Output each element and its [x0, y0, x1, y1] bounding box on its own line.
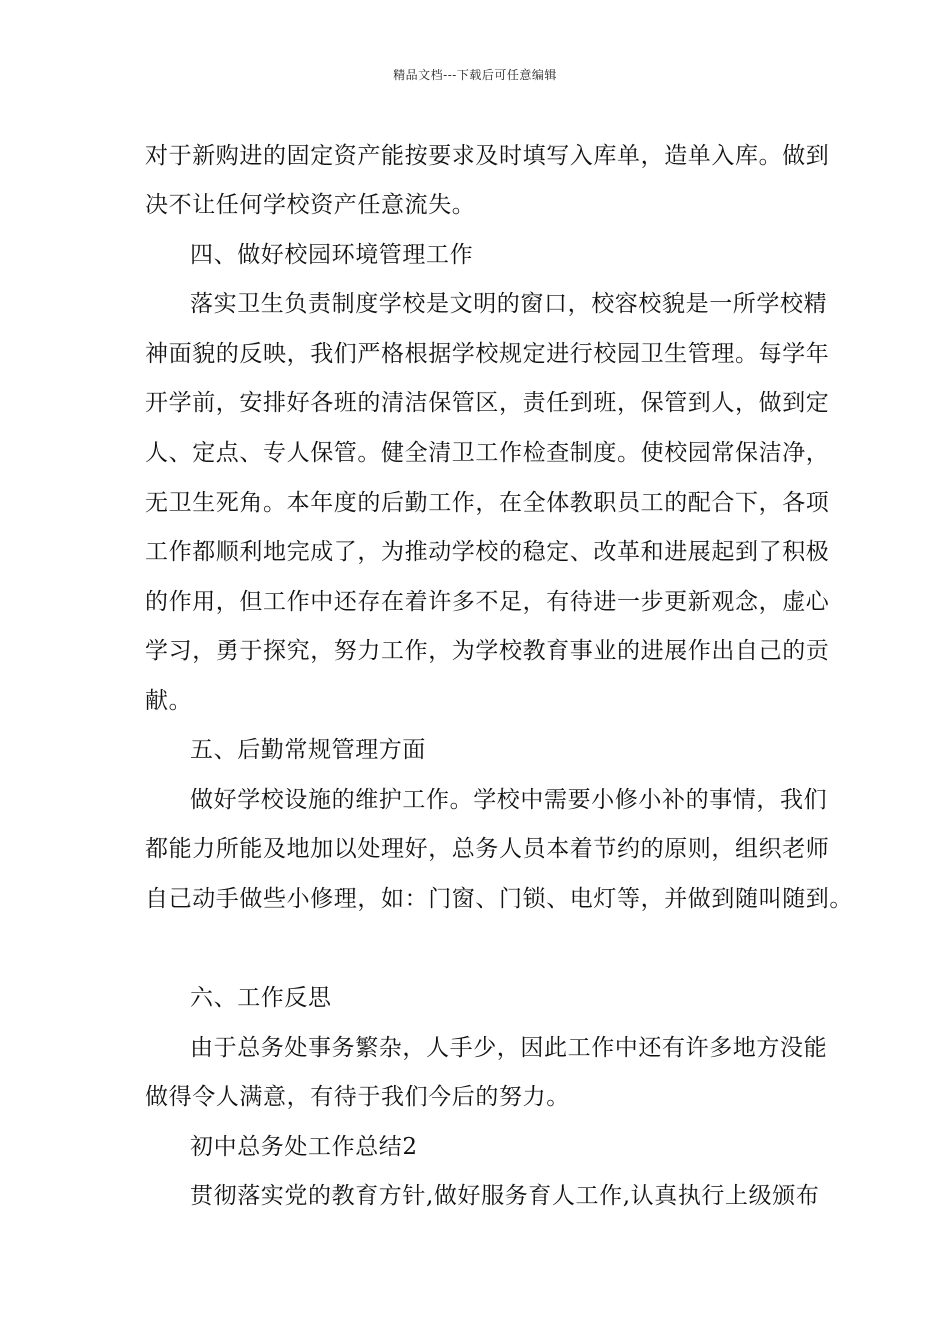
page-header: 精品文档---下载后可任意编辑: [393, 68, 557, 82]
paragraph-first-line: 贯彻落实党的教育方针,做好服务育人工作,认真执行上级颁布: [190, 1183, 820, 1209]
section-heading: 六、工作反思: [190, 985, 332, 1011]
body-line: 学习，勇于探究，努力工作，为学校教育事业的进展作出自己的贡: [145, 638, 830, 664]
body-line: 人、定点、专人保管。健全清卫工作检查制度。使校园常保洁净，: [145, 440, 830, 466]
body-line: 的作用，但工作中还存在着许多不足，有待进一步更新观念，虚心: [145, 589, 830, 615]
body-line: 对于新购进的固定资产能按要求及时填写入库单，造单入库。做到: [145, 143, 830, 169]
section-heading: 五、后勤常规管理方面: [190, 737, 426, 763]
paragraph-first-line: 落实卫生负责制度学校是文明的窗口，校容校貌是一所学校精: [190, 291, 828, 317]
document-subtitle: 初中总务处工作总结2: [190, 1134, 418, 1160]
body-line: 无卫生死角。本年度的后勤工作，在全体教职员工的配合下，各项: [145, 490, 830, 516]
body-line: 神面貌的反映，我们严格根据学校规定进行校园卫生管理。每学年: [145, 341, 830, 367]
body-line: 都能力所能及地加以处理好，总务人员本着节约的原则，组织老师: [145, 836, 830, 862]
body-line: 决不让任何学校资产任意流失。: [145, 192, 476, 218]
body-line: 自己动手做些小修理，如：门窗、门锁、电灯等，并做到随叫随到。: [145, 886, 853, 912]
body-line: 做得令人满意，有待于我们今后的努力。: [145, 1084, 570, 1110]
paragraph-first-line: 由于总务处事务繁杂，人手少，因此工作中还有许多地方没能: [190, 1035, 828, 1061]
body-line: 献。: [145, 688, 193, 714]
paragraph-first-line: 做好学校设施的维护工作。学校中需要小修小补的事情，我们: [190, 787, 828, 813]
body-line: 工作都顺利地完成了，为推动学校的稳定、改革和进展起到了积极: [145, 539, 830, 565]
section-heading: 四、做好校园环境管理工作: [190, 242, 474, 268]
body-line: 开学前，安排好各班的清洁保管区，责任到班，保管到人，做到定: [145, 390, 830, 416]
